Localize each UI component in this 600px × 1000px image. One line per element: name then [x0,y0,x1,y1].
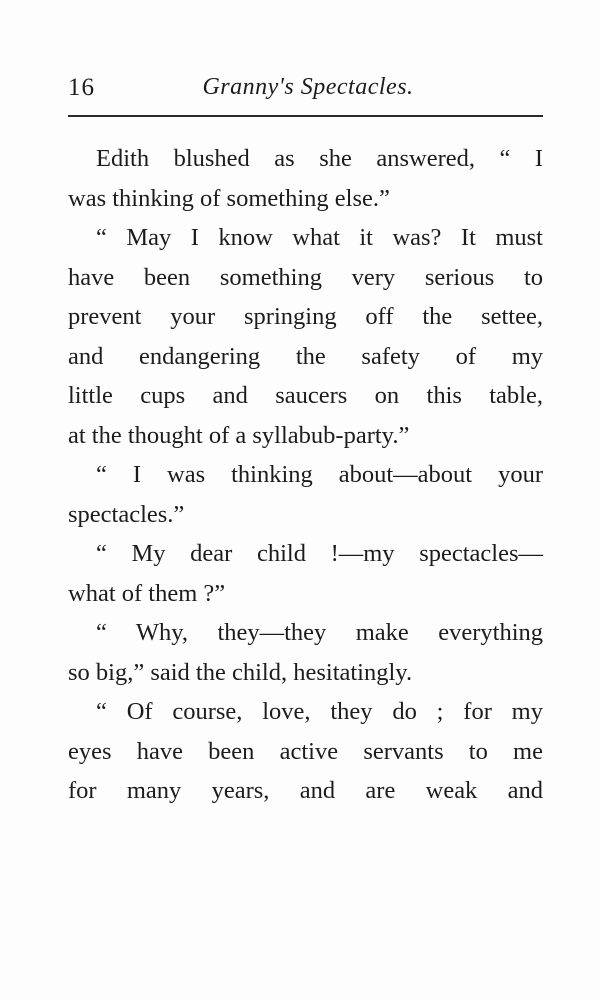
text-line: little cups and saucers on this table, [68,382,543,409]
text-line: what of them ?” [68,579,226,607]
text-line: prevent your springing off the settee, [68,303,543,330]
text-line: so big,” said the child, hesitatingly. [68,658,413,686]
text-line: “ My dear child !—my spectacles— [96,540,543,567]
running-title: Granny's Spectacles. [202,74,414,100]
text-line: spectacles.” [68,500,185,528]
header-rule [68,115,543,117]
text-line: eyes have been active servants to me [68,737,543,765]
page-number: 16 [68,74,95,101]
text-line: was thinking of something else.” [68,184,390,212]
text-line: “ May I know what it was? It must [96,224,543,251]
text-line: Edith blushed as she answered, “ I [96,145,543,172]
text-line: have been something very serious to [68,263,543,291]
text-line: “ Why, they—they make everything [96,619,543,646]
text-line: and endangering the safety of my [68,342,543,370]
body-text [68,139,543,811]
text-line: “ I was thinking about—about your [96,461,543,488]
text-line: at the thought of a syllabub-party.” [68,421,410,449]
page-header [68,70,543,110]
text-line: “ Of course, love, they do ; for my [96,698,543,725]
text-line: for many years, and are weak and [68,777,543,804]
